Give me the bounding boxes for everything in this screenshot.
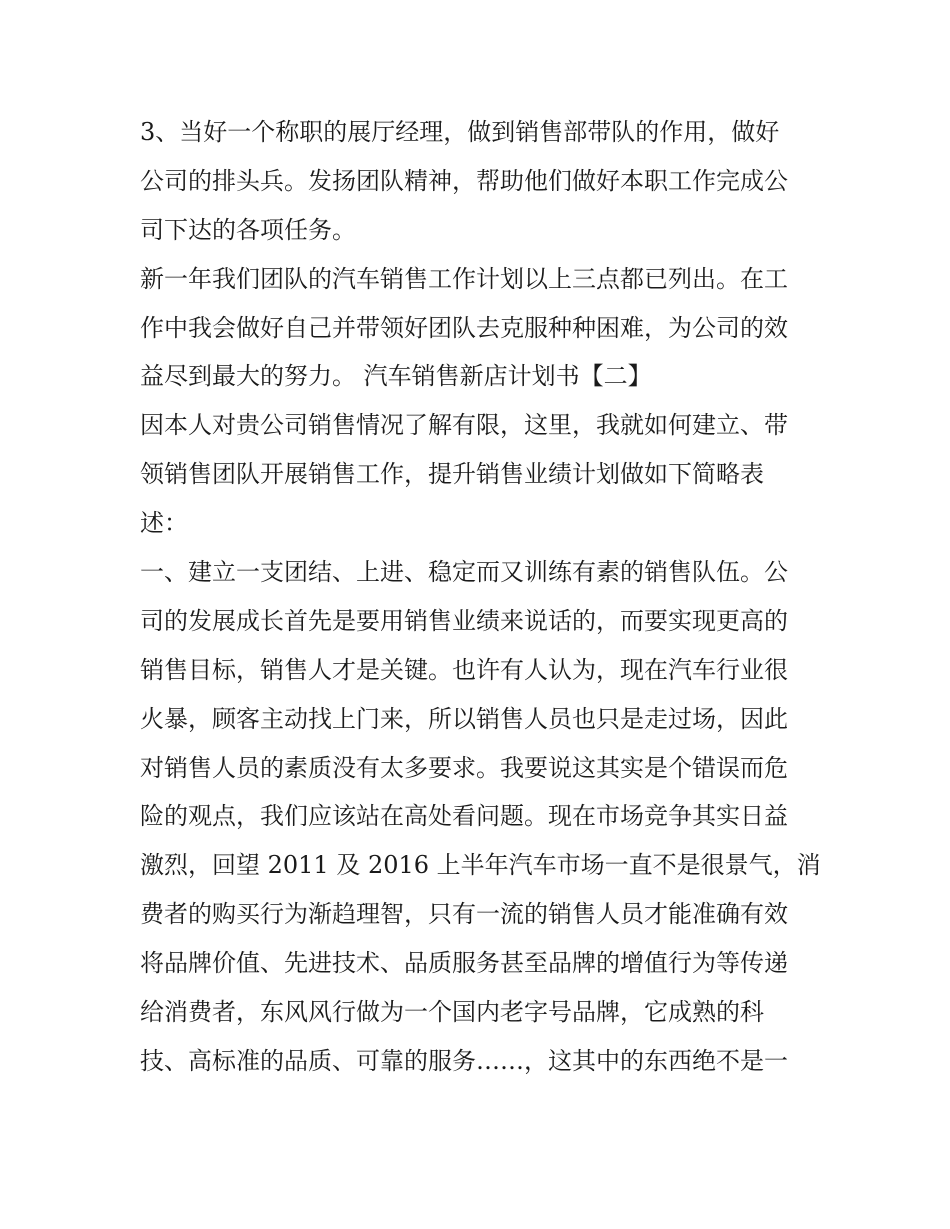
text-line: 司的发展成长首先是要用销售业绩来说话的，而要实现更高的 <box>140 606 788 635</box>
text-line: 费者的购买行为渐趋理智，只有一流的销售人员才能准确有效 <box>140 900 788 929</box>
text-line: 激烈，回望 2011 及 2016 上半年汽车市场一直不是很景气，消 <box>140 851 821 880</box>
text-line: 公司的排头兵。发扬团队精神，帮助他们做好本职工作完成公 <box>140 166 788 195</box>
text-line: 3、当好一个称职的展厅经理，做到销售部带队的作用，做好 <box>140 118 780 146</box>
text-line: 火暴，顾客主动找上门来，所以销售人员也只是走过场，因此 <box>140 704 788 733</box>
text-line: 述： <box>140 509 188 538</box>
body-text <box>140 108 820 1086</box>
text-line: 销售目标，销售人才是关键。也许有人认为，现在汽车行业很 <box>140 655 788 684</box>
text-line: 新一年我们团队的汽车销售工作计划以上三点都已列出。在工 <box>140 264 788 293</box>
text-line: 益尽到最大的努力。 汽车销售新店计划书【二】 <box>140 362 652 391</box>
text-line: 险的观点，我们应该站在高处看问题。现在市场竞争其实日益 <box>140 802 788 831</box>
text-line: 技、高标准的品质、可靠的服务……，这其中的东西绝不是一 <box>140 1046 788 1075</box>
text-line: 对销售人员的素质没有太多要求。我要说这其实是个错误而危 <box>140 753 788 782</box>
text-line: 将品牌价值、先进技术、品质服务甚至品牌的增值行为等传递 <box>140 949 788 978</box>
text-line: 因本人对贵公司销售情况了解有限，这里，我就如何建立、带 <box>140 411 788 440</box>
text-line: 司下达的各项任务。 <box>140 215 356 244</box>
text-line: 领销售团队开展销售工作，提升销售业绩计划做如下简略表 <box>140 460 764 489</box>
text-line: 作中我会做好自己并带领好团队去克服种种困难，为公司的效 <box>140 313 788 342</box>
text-line: 一、建立一支团结、上进、稳定而又训练有素的销售队伍。公 <box>140 558 788 587</box>
text-line: 给消费者，东风风行做为一个国内老字号品牌，它成熟的科 <box>140 998 764 1027</box>
